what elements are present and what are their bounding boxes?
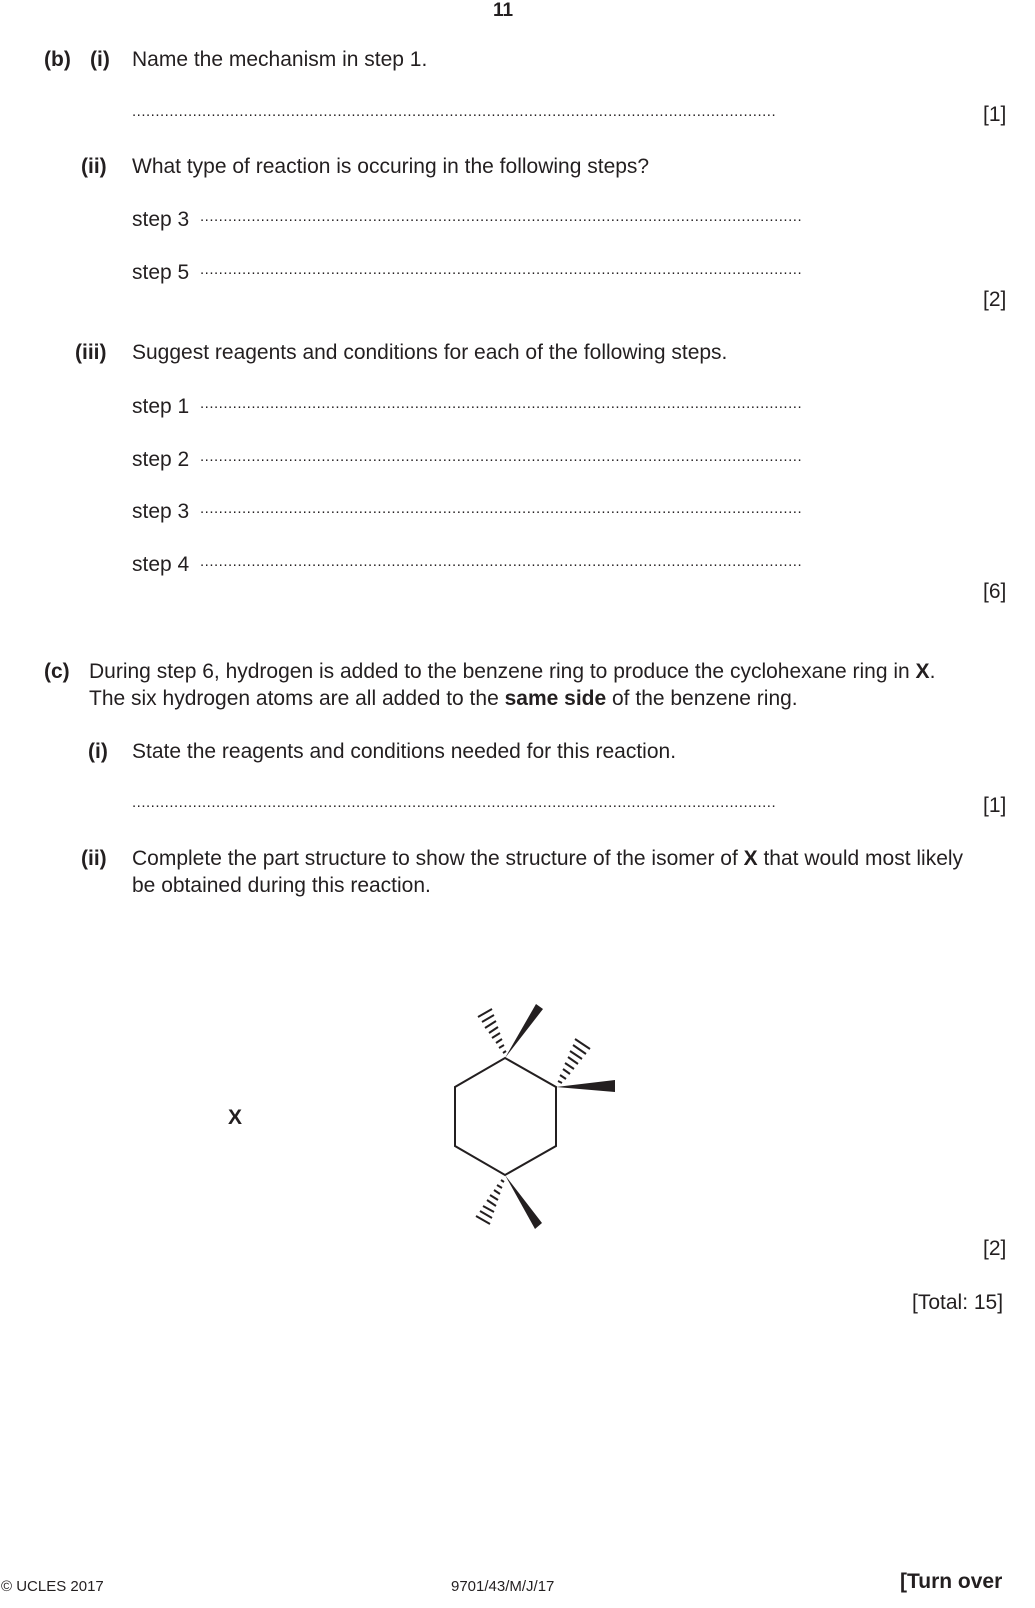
- part-b-iii-marks: [6]: [983, 580, 1007, 603]
- part-b-iii-label: (iii): [75, 341, 107, 364]
- part-b-iii-step-label: step 2: [132, 448, 190, 471]
- part-b-i-label: (i): [90, 48, 110, 71]
- part-b-iii-step-label: step 4: [132, 553, 190, 576]
- part-c-intro-line-1: During step 6, hydrogen is added to the benzene ring to produce the cyclohexane ring in X.: [89, 660, 936, 683]
- part-c-i-marks: [1]: [983, 794, 1007, 817]
- part-b-iii-step-label: step 1: [132, 395, 190, 418]
- part-c-i-question: State the reagents and conditions needed for this reaction.: [132, 740, 677, 763]
- part-b-ii-step-label: step 3: [132, 208, 190, 231]
- footer-turn-over: [Turn over: [900, 1570, 1003, 1593]
- part-b-iii-step-line[interactable]: .................................................................................................................................: [200, 500, 803, 517]
- part-b-label: (b): [44, 48, 71, 71]
- hashed-bond: [476, 1180, 504, 1224]
- part-c-ii-question-line-2: be obtained during this reaction.: [132, 874, 431, 897]
- part-b-ii-step-line[interactable]: .................................................................................................................................: [200, 208, 803, 225]
- part-b-i-marks: [1]: [983, 103, 1007, 126]
- structure-label: X: [228, 1106, 243, 1129]
- wedge-bond: [505, 1175, 542, 1229]
- part-b-iii-step-line[interactable]: .................................................................................................................................: [200, 448, 803, 465]
- part-c-label: (c): [44, 660, 70, 683]
- part-c-ii-marks: [2]: [983, 1237, 1007, 1260]
- part-b-ii-step-line[interactable]: .................................................................................................................................: [200, 261, 803, 278]
- cyclohexane-ring: [455, 1058, 556, 1175]
- footer-copyright: © UCLES 2017: [1, 1578, 104, 1595]
- part-b-iii-step-label: step 3: [132, 500, 190, 523]
- part-b-iii-question: Suggest reagents and conditions for each of the following steps.: [132, 341, 728, 364]
- part-b-ii-label: (ii): [81, 155, 107, 178]
- page-number: 11: [493, 0, 514, 21]
- part-b-ii-step-label: step 5: [132, 261, 190, 284]
- wedge-bond: [556, 1080, 615, 1092]
- hashed-bond: [478, 1009, 506, 1053]
- total-marks: [Total: 15]: [912, 1291, 1004, 1314]
- wedge-bond: [505, 1004, 543, 1058]
- footer-code: 9701/43/M/J/17: [451, 1578, 555, 1595]
- part-c-ii-label: (ii): [81, 847, 107, 870]
- part-b-iii-step-line[interactable]: .................................................................................................................................: [200, 553, 803, 570]
- part-b-ii-question: What type of reaction is occuring in the following steps?: [132, 155, 650, 178]
- hashed-bond: [558, 1039, 590, 1083]
- part-b-iii-step-line[interactable]: .................................................................................................................................: [200, 395, 803, 412]
- part-c-intro-line-2: The six hydrogen atoms are all added to the same side of the benzene ring.: [89, 687, 798, 710]
- part-c-i-answer-line[interactable]: ..........................................................................................................................................: [132, 794, 777, 811]
- part-b-i-answer-line[interactable]: ..........................................................................................................................................: [132, 103, 777, 120]
- part-b-ii-marks: [2]: [983, 288, 1007, 311]
- part-c-i-label: (i): [88, 740, 108, 763]
- part-c-ii-question: Complete the part structure to show the structure of the isomer of X that would most likely: [132, 847, 964, 870]
- part-b-i-question: Name the mechanism in step 1.: [132, 48, 428, 71]
